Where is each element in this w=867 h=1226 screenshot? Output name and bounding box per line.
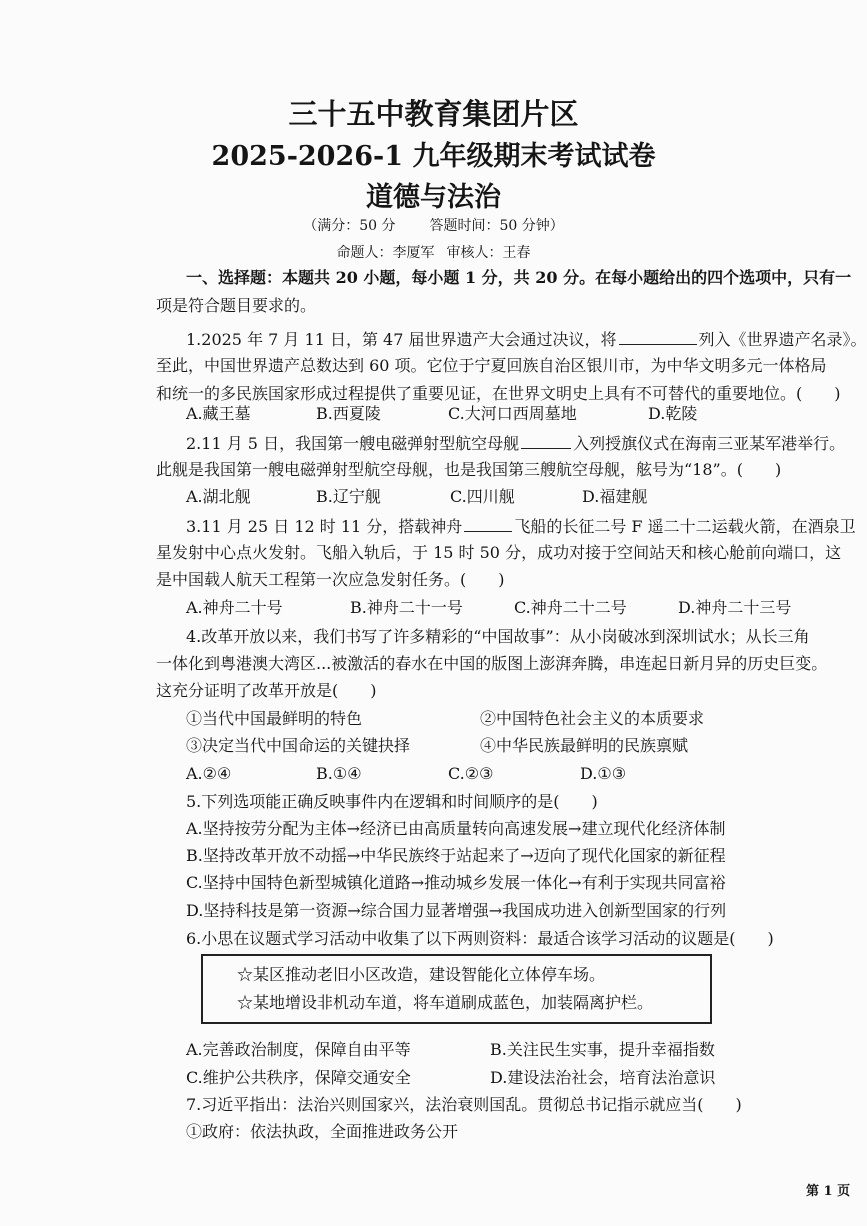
option-d: D.神舟二十三号 bbox=[678, 598, 792, 617]
question-3-stem-b: 飞船的长征二号 F 遥二十二运载火箭，在酒泉卫 bbox=[514, 517, 856, 536]
question-2-line-1 bbox=[186, 433, 845, 453]
question-6-option-a: A.完善政治制度，保障自由平等 bbox=[186, 1040, 411, 1059]
answer-blank bbox=[464, 516, 512, 532]
question-5-option-b: B.坚持改革开放不动摇→中华民族终于站起来了→迈向了现代化国家的新征程 bbox=[186, 846, 726, 865]
question-4-line-3: 这充分证明了改革开放是( ) bbox=[156, 681, 377, 700]
option-a: A.神舟二十号 bbox=[186, 598, 283, 617]
school-title: 三十五中教育集团片区 bbox=[288, 97, 579, 131]
question-3-options bbox=[186, 598, 806, 620]
option-b: B.辽宁舰 bbox=[316, 487, 381, 506]
option-a: A.②④ bbox=[186, 764, 232, 783]
subject-title: 道德与法治 bbox=[366, 182, 501, 213]
section-heading: 一、选择题：本题共 20 小题，每小题 1 分，共 20 分。在每小题给出的四个选项中，只有一 bbox=[186, 268, 852, 287]
statement-1: ①当代中国最鲜明的特色 bbox=[186, 709, 363, 728]
option-b: B.西夏陵 bbox=[316, 404, 381, 423]
question-4-line-2: 一体化到粤港澳大湾区...被激活的春水在中国的版图上澎湃奔腾，串连起日新月异的历史巨变。 bbox=[156, 654, 828, 673]
statement-2: ②中国特色社会主义的本质要求 bbox=[480, 709, 705, 728]
question-3-line-3: 是中国载人航天工程第一次应急发射任务。( ) bbox=[156, 570, 505, 589]
answer-blank bbox=[619, 329, 697, 345]
material-box bbox=[201, 954, 712, 1024]
question-1-stem-b: 列入《世界遗产名录》。 bbox=[698, 330, 867, 349]
question-1-line-2: 至此，中国世界遗产总数达到 60 项。它位于宁夏回族自治区银川市，为中华文明多元一体格局 bbox=[156, 356, 827, 375]
question-7-line-1: 7.习近平指出：法治兴则国家兴，法治衰则国乱。贯彻总书记指示就应当( ) bbox=[186, 1095, 742, 1114]
full-score: （满分：50 分 bbox=[303, 218, 396, 234]
question-1-options bbox=[186, 404, 786, 426]
option-c: C.神舟二十二号 bbox=[514, 598, 627, 617]
option-b: B.①④ bbox=[316, 764, 362, 783]
question-5-option-c: C.坚持中国特色新型城镇化道路→推动城乡发展一体化→有利于实现共同富裕 bbox=[186, 873, 726, 892]
answer-time: 答题时间：50 分钟） bbox=[429, 218, 564, 234]
question-3-line-2: 星发射中心点火发射。飞船入轨后，于 15 时 50 分，成功对接于空间站天和核心舱前向端口，这 bbox=[156, 543, 842, 562]
exam-staff bbox=[0, 242, 867, 262]
material-1: ☆某区推动老旧小区改造，建设智能化立体停车场。 bbox=[237, 965, 606, 984]
option-c: C.②③ bbox=[448, 764, 494, 783]
option-d: D.福建舰 bbox=[582, 487, 648, 506]
question-5-line-1: 5.下列选项能正确反映事件内在逻辑和时间顺序的是( ) bbox=[186, 792, 598, 811]
question-2-line-2: 此舰是我国第一艘电磁弹射型航空母舰，也是我国第三艘航空母舰，舷号为“18”。( ) bbox=[156, 460, 782, 479]
option-a: A.藏王墓 bbox=[186, 404, 251, 423]
question-7-statement-1: ①政府：依法执政，全面推进政务公开 bbox=[186, 1122, 459, 1141]
question-1-stem-a: 1.2025 年 7 月 11 日，第 47 届世界遗产大会通过决议，将 bbox=[186, 330, 617, 349]
exam-info bbox=[0, 215, 867, 235]
option-d: D.①③ bbox=[580, 764, 627, 783]
question-6-option-b: B.关注民生实事，提升幸福指数 bbox=[490, 1040, 715, 1059]
section-heading-cont: 项是符合题目要求的。 bbox=[156, 296, 317, 315]
author: 命题人：李厦军 bbox=[336, 245, 435, 261]
question-5-option-a: A.坚持按劳分配为主体→经济已由高质量转向高速发展→建立现代化经济体制 bbox=[186, 819, 726, 838]
option-a: A.湖北舰 bbox=[186, 487, 251, 506]
question-6-line-1: 6.小思在议题式学习活动中收集了以下两则资料：最适合该学习活动的议题是( ) bbox=[186, 929, 774, 948]
question-2-options bbox=[186, 487, 786, 509]
question-4-options bbox=[186, 764, 786, 786]
option-d: D.乾陵 bbox=[648, 404, 698, 423]
question-2-stem-b: 入列授旗仪式在海南三亚某军港举行。 bbox=[573, 434, 846, 453]
reviewer: 审核人：王春 bbox=[446, 245, 531, 261]
option-c: C.大河口西周墓地 bbox=[448, 404, 577, 423]
option-b: B.神舟二十一号 bbox=[350, 598, 463, 617]
exam-title: 2025-2026-1 九年级期末考试试卷 bbox=[211, 141, 656, 172]
question-3-line-1 bbox=[186, 516, 856, 536]
question-1-line-3: 和统一的多民族国家形成过程提供了重要见证，在世界文明史上具有不可替代的重要地位。( ) bbox=[156, 384, 841, 403]
answer-blank bbox=[521, 433, 571, 449]
material-2: ☆某地增设非机动车道，将车道刷成蓝色，加装隔离护栏。 bbox=[237, 993, 654, 1012]
question-6-option-d: D.建设法治社会，培育法治意识 bbox=[490, 1068, 716, 1087]
question-1-line-1 bbox=[186, 329, 867, 349]
page-number: 第 1 页 bbox=[806, 1184, 851, 1199]
question-5-option-d: D.坚持科技是第一资源→综合国力显著增强→我国成功进入创新型国家的行列 bbox=[186, 901, 727, 920]
question-4-line-1: 4.改革开放以来，我们书写了许多精彩的“中国故事”：从小岗破冰到深圳试水；从长三角 bbox=[186, 627, 810, 646]
statement-3: ③决定当代中国命运的关键抉择 bbox=[186, 736, 411, 755]
option-c: C.四川舰 bbox=[450, 487, 515, 506]
question-3-stem-a: 3.11 月 25 日 12 时 11 分，搭载神舟 bbox=[186, 517, 463, 536]
statement-4: ④中华民族最鲜明的民族禀赋 bbox=[480, 736, 689, 755]
question-2-stem-a: 2.11 月 5 日，我国第一艘电磁弹射型航空母舰 bbox=[186, 434, 520, 453]
question-6-option-c: C.维护公共秩序，保障交通安全 bbox=[186, 1068, 411, 1087]
